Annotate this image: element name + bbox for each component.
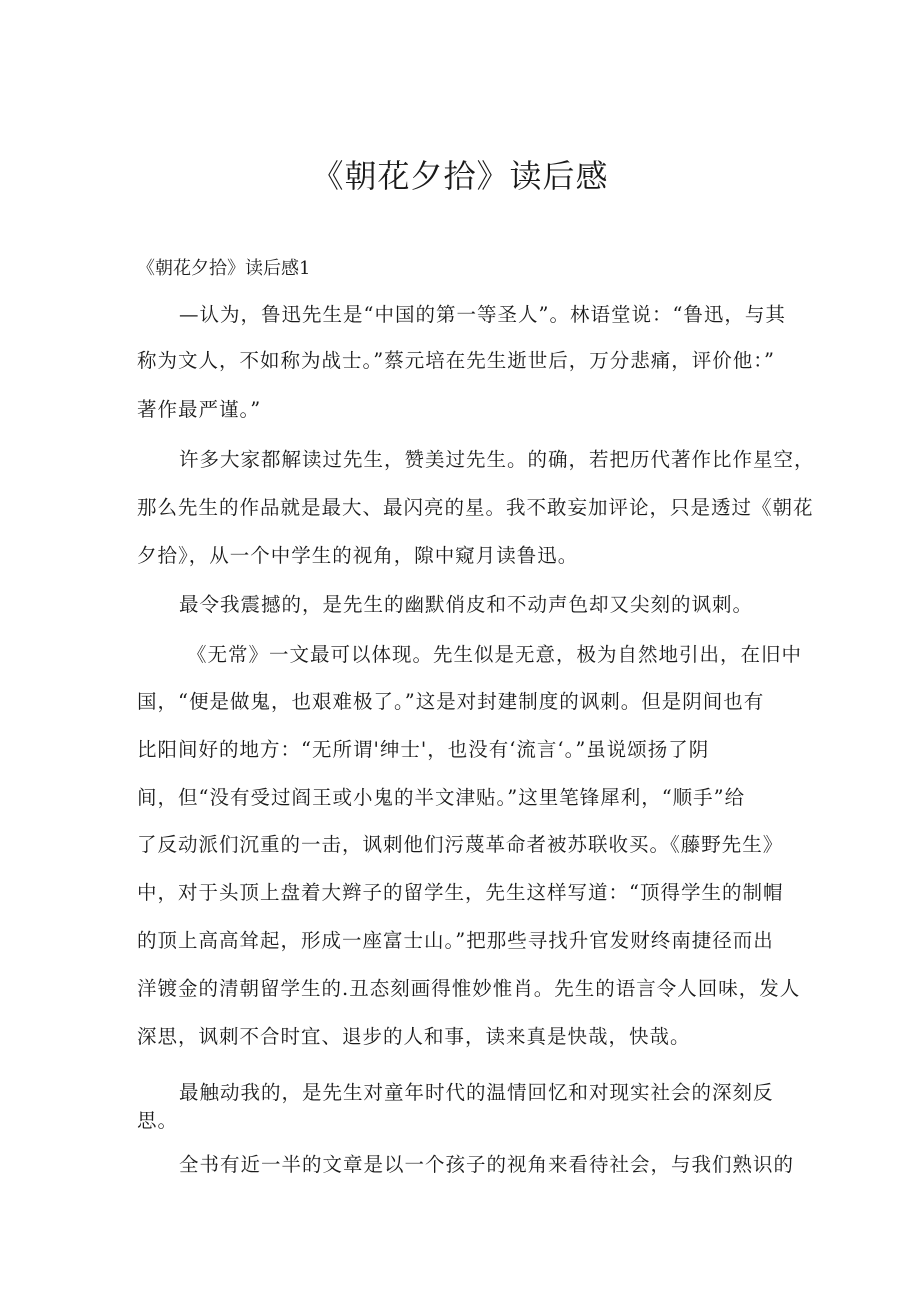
paragraph-line: 了反动派们沉重的一击，讽刺他们污蔑革命者被苏联收买。《藤野先生》: [137, 833, 784, 856]
paragraph-line: 著作最严谨。”: [137, 398, 262, 421]
paragraph-line: 夕拾》，从一个中学生的视角，隙中窥月读鲁迅。: [137, 544, 579, 567]
paragraph-line: 中，对于头顶上盘着大辫子的留学生，先生这样写道：“顶得学生的制帽: [137, 881, 784, 904]
paragraph-line: 比阳间好的地方：“无所谓'绅士'，也没有‘流言‘。”虽说颂扬了阴: [137, 738, 710, 761]
document-title: 《朝花夕拾》读后感: [311, 157, 609, 195]
paragraph-line: 间，但“没有受过阎王或小鬼的半文津贴。”这里笔锋犀利，“顺手”给: [137, 786, 746, 809]
paragraph-line: 洋镀金的清朝留学生的.丑态刻画得惟妙惟肖。先生的语言令人回味，发人: [137, 977, 801, 1000]
paragraph-line: 许多大家都解读过先生，赞美过先生。的确，若把历代著作比作星空，: [179, 448, 815, 471]
paragraph-line: 称为文人，不如称为战士。”蔡元培在先生逝世后，万分悲痛，评价他：”: [137, 349, 775, 372]
paragraph-line: 国，“便是做鬼，也艰难极了。”这是对封建制度的讽刺。但是阴间也有: [137, 690, 765, 713]
paragraph-line: 那么先生的作品就是最大、最闪亮的星。我不敢妄加评论，只是透过《朝花: [137, 496, 814, 519]
paragraph-line: 最触动我的，是先生对童年时代的温情回忆和对现实社会的深刻反: [179, 1081, 774, 1104]
paragraph-line: —认为，鲁迅先生是“中国的第一等圣人”。林语堂说：“鲁迅，与其: [179, 303, 786, 326]
paragraph-line: 思。: [137, 1109, 179, 1132]
paragraph-line: 《无常》一文最可以体现。先生似是无意，极为自然地引出，在旧中: [187, 643, 803, 666]
paragraph-line: 深思，讽刺不合时宜、退步的人和事，读来真是快哉，快哉。: [137, 1025, 691, 1048]
paragraph-line: 全书有近一半的文章是以一个孩子的视角来看待社会，与我们熟识的: [179, 1153, 795, 1176]
section-heading: 《朝花夕拾》读后感1: [137, 258, 311, 279]
paragraph-line: 最令我震撼的，是先生的幽默俏皮和不动声色却又尖刻的讽刺。: [179, 593, 754, 616]
paragraph-line: 的顶上高高耸起，形成一座富士山。”把那些寻找升官发财终南捷径而出: [137, 929, 774, 952]
